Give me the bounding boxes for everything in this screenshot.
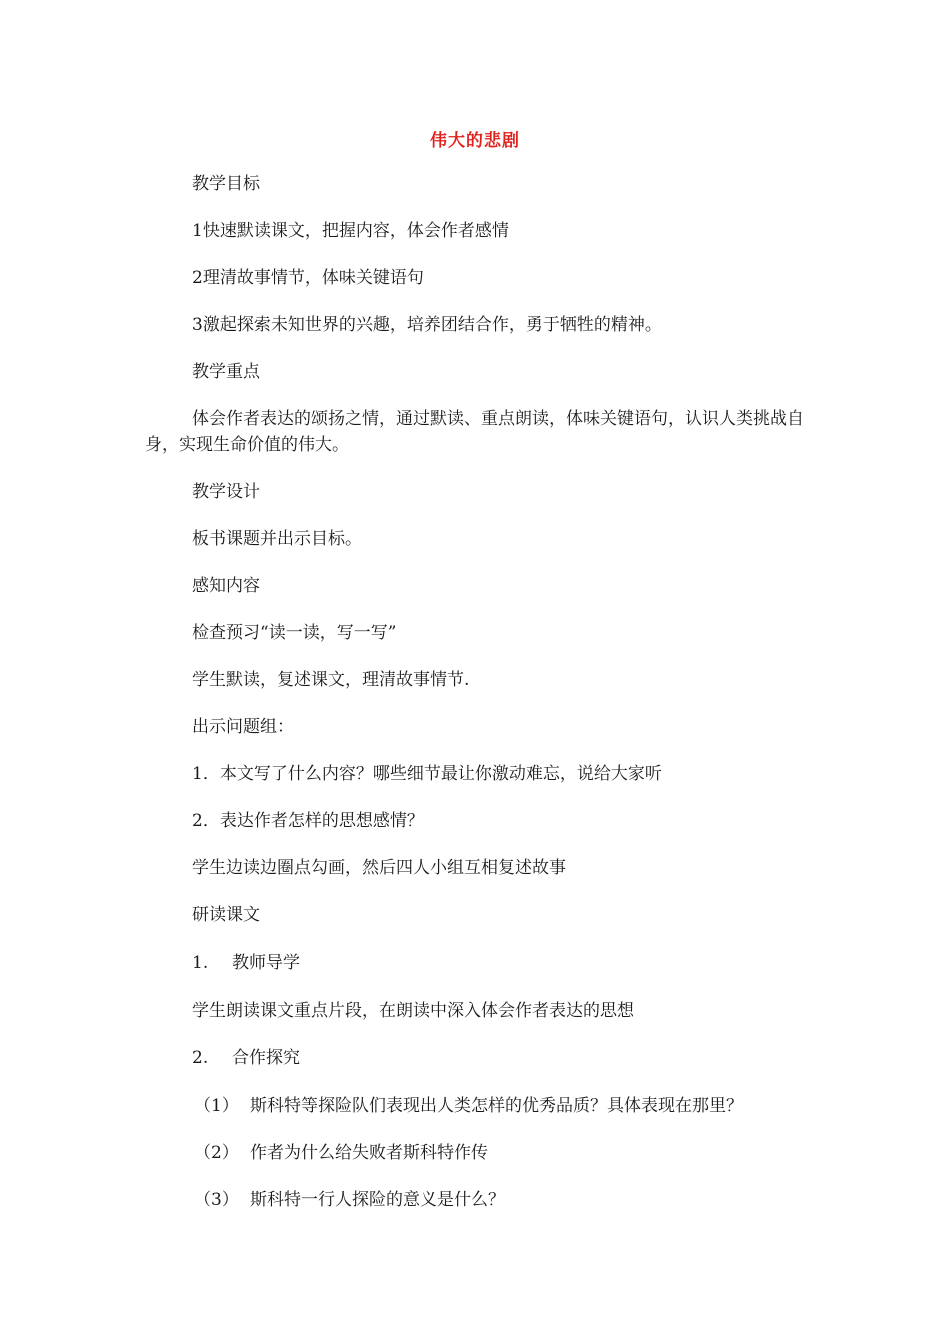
- sub-item-2: [194, 1141, 488, 1165]
- sub-item-1-text: 斯科特等探险队们表现出人类怎样的优秀品质？具体表现在那里？: [250, 1096, 743, 1116]
- heading-teaching-goals: 教学目标: [192, 174, 260, 194]
- question-1: 1．本文写了什么内容？哪些细节最让你激动难忘，说给大家听: [192, 764, 662, 784]
- guided-reading: 学生朗读课文重点片段，在朗读中深入体会作者表达的思想: [192, 1001, 634, 1021]
- question-2: 2．表达作者怎样的思想感情？: [192, 811, 424, 831]
- numbered-item-1-text: 教师导学: [232, 953, 300, 973]
- sub-item-1-num: （1）: [194, 1096, 239, 1116]
- sub-item-1: [194, 1094, 743, 1118]
- heading-study-text: 研读课文: [192, 905, 260, 925]
- numbered-item-2: [192, 1046, 300, 1070]
- heading-perceive-content: 感知内容: [192, 576, 260, 596]
- heading-teaching-design: 教学设计: [192, 482, 260, 502]
- silent-reading: 学生默读，复述课文，理清故事情节.: [192, 670, 470, 690]
- group-activity: 学生边读边圈点勾画，然后四人小组互相复述故事: [192, 858, 566, 878]
- sub-item-3: [194, 1188, 505, 1212]
- check-preview: 检查预习“读一读，写一写”: [192, 623, 397, 643]
- numbered-item-2-num: 2.: [192, 1048, 209, 1068]
- focus-paragraph: 体会作者表达的颂扬之情，通过默读、重点朗读，体味关键语句，认识人类挑战自身，实现生命价值的伟大。: [145, 409, 804, 455]
- numbered-item-2-text: 合作探究: [232, 1048, 300, 1068]
- heading-teaching-focus: 教学重点: [192, 362, 260, 382]
- sub-item-2-num: （2）: [194, 1143, 239, 1163]
- sub-item-2-text: 作者为什么给失败者斯科特作传: [250, 1143, 488, 1163]
- document-title: 伟大的悲剧: [430, 131, 520, 151]
- goal-item-3: 3激起探索未知世界的兴趣，培养团结合作，勇于牺牲的精神。: [192, 315, 662, 335]
- goal-item-2: 2理清故事情节，体味关键语句: [192, 268, 424, 288]
- show-questions: 出示问题组：: [192, 717, 294, 737]
- goal-item-1: 1快速默读课文，把握内容，体会作者感情: [192, 221, 509, 241]
- sub-item-3-text: 斯科特一行人探险的意义是什么？: [250, 1190, 505, 1210]
- numbered-item-1: [192, 951, 300, 975]
- design-step-blackboard: 板书课题并出示目标。: [192, 529, 362, 549]
- numbered-item-1-num: 1.: [192, 953, 209, 973]
- sub-item-3-num: （3）: [194, 1190, 239, 1210]
